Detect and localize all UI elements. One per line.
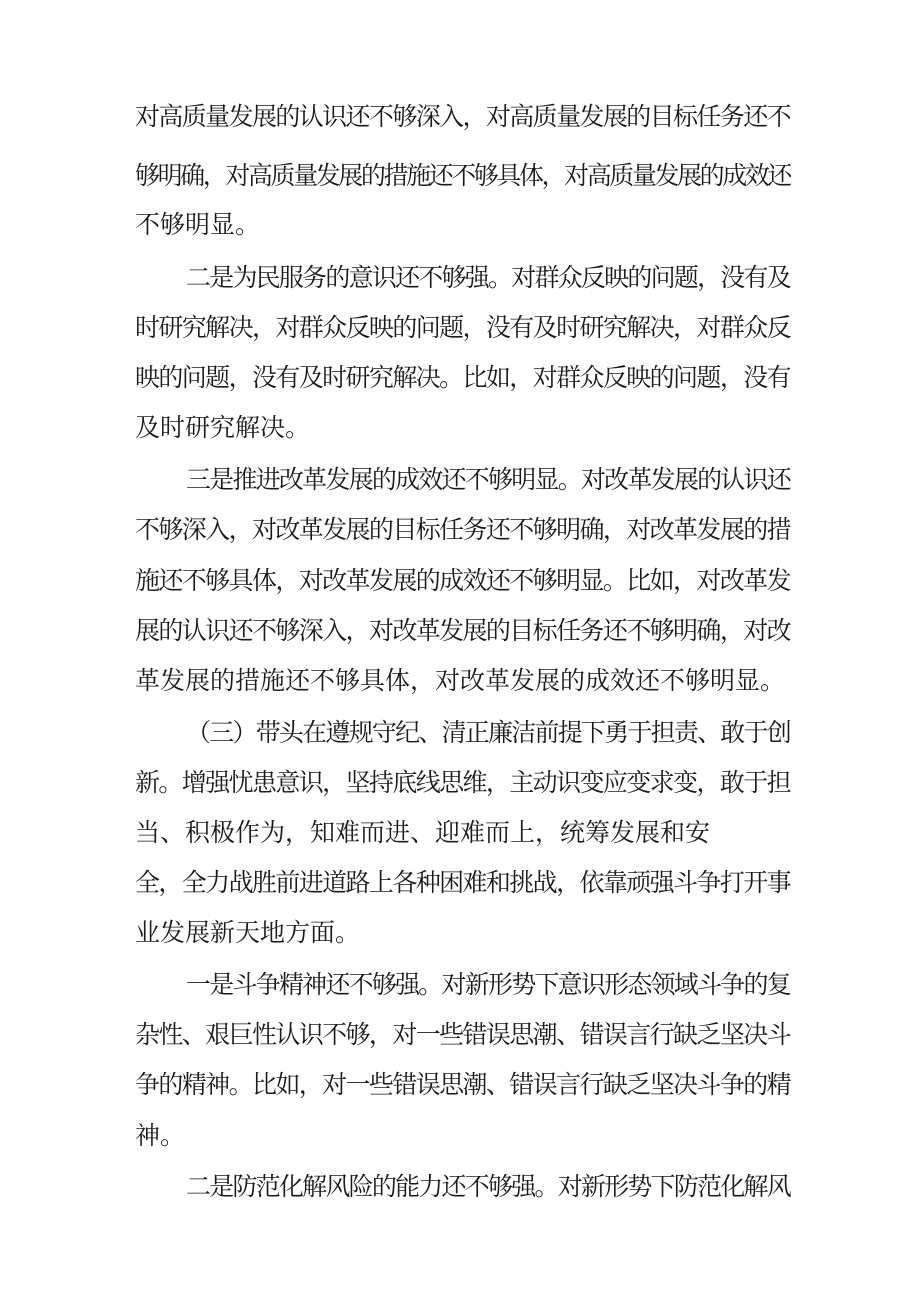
text-line: 对高质量发展的认识还不够深入，对高质量发展的目标任务还不 — [135, 102, 791, 131]
text-line: 映的问题，没有及时研究解决。比如，对群众反映的问题，没有 — [135, 363, 791, 392]
text-line: 展的认识还不够深入，对改革发展的目标任务还不够明确，对改 — [135, 616, 791, 645]
text-line: 当、积极作为，知难而进、迎难而上，统筹发展和安 — [135, 818, 711, 847]
text-line: 业发展新天地方面。 — [135, 918, 361, 947]
text-line: 时研究解决，对群众反映的问题，没有及时研究解决，对群众反 — [135, 313, 791, 342]
text-line: 二是防范化解风险的能力还不够强。对新形势下防范化解风 — [186, 1172, 791, 1201]
section-heading-line: （三）带头在遵规守纪、清正廉洁前提下勇于担责、敢于创 — [186, 718, 791, 747]
text-line: 一是斗争精神还不够强。对新形势下意识形态领域斗争的复 — [186, 970, 791, 999]
text-line: 杂性、艰巨性认识不够，对一些错误思潮、错误言行缺乏坚决斗 — [135, 1020, 791, 1049]
text-line: 不够深入，对改革发展的目标任务还不够明确，对改革发展的措 — [135, 515, 791, 544]
text-line: 新。增强忧患意识，坚持底线思维，主动识变应变求变，敢于担 — [135, 768, 791, 797]
text-line: 不够明显。 — [135, 210, 261, 239]
text-line: 施还不够具体，对改革发展的成效还不够明显。比如，对改革发 — [135, 566, 791, 595]
text-line: 二是为民服务的意识还不够强。对群众反映的问题，没有及 — [186, 263, 791, 292]
text-line: 革发展的措施还不够具体，对改革发展的成效还不够明显。 — [135, 666, 786, 695]
text-line: 够明确，对高质量发展的措施还不够具体，对高质量发展的成效还 — [135, 161, 791, 190]
text-line: 争的精神。比如，对一些错误思潮、错误言行缺乏坚决斗争的精 — [135, 1070, 791, 1099]
text-line: 全，全力战胜前进道路上各种困难和挑战，依靠顽强斗争打开事 — [135, 868, 791, 897]
text-line: 神。 — [135, 1121, 186, 1150]
text-line: 三是推进改革发展的成效还不够明显。对改革发展的认识还 — [186, 465, 791, 494]
text-line: 及时研究解决。 — [135, 413, 311, 442]
